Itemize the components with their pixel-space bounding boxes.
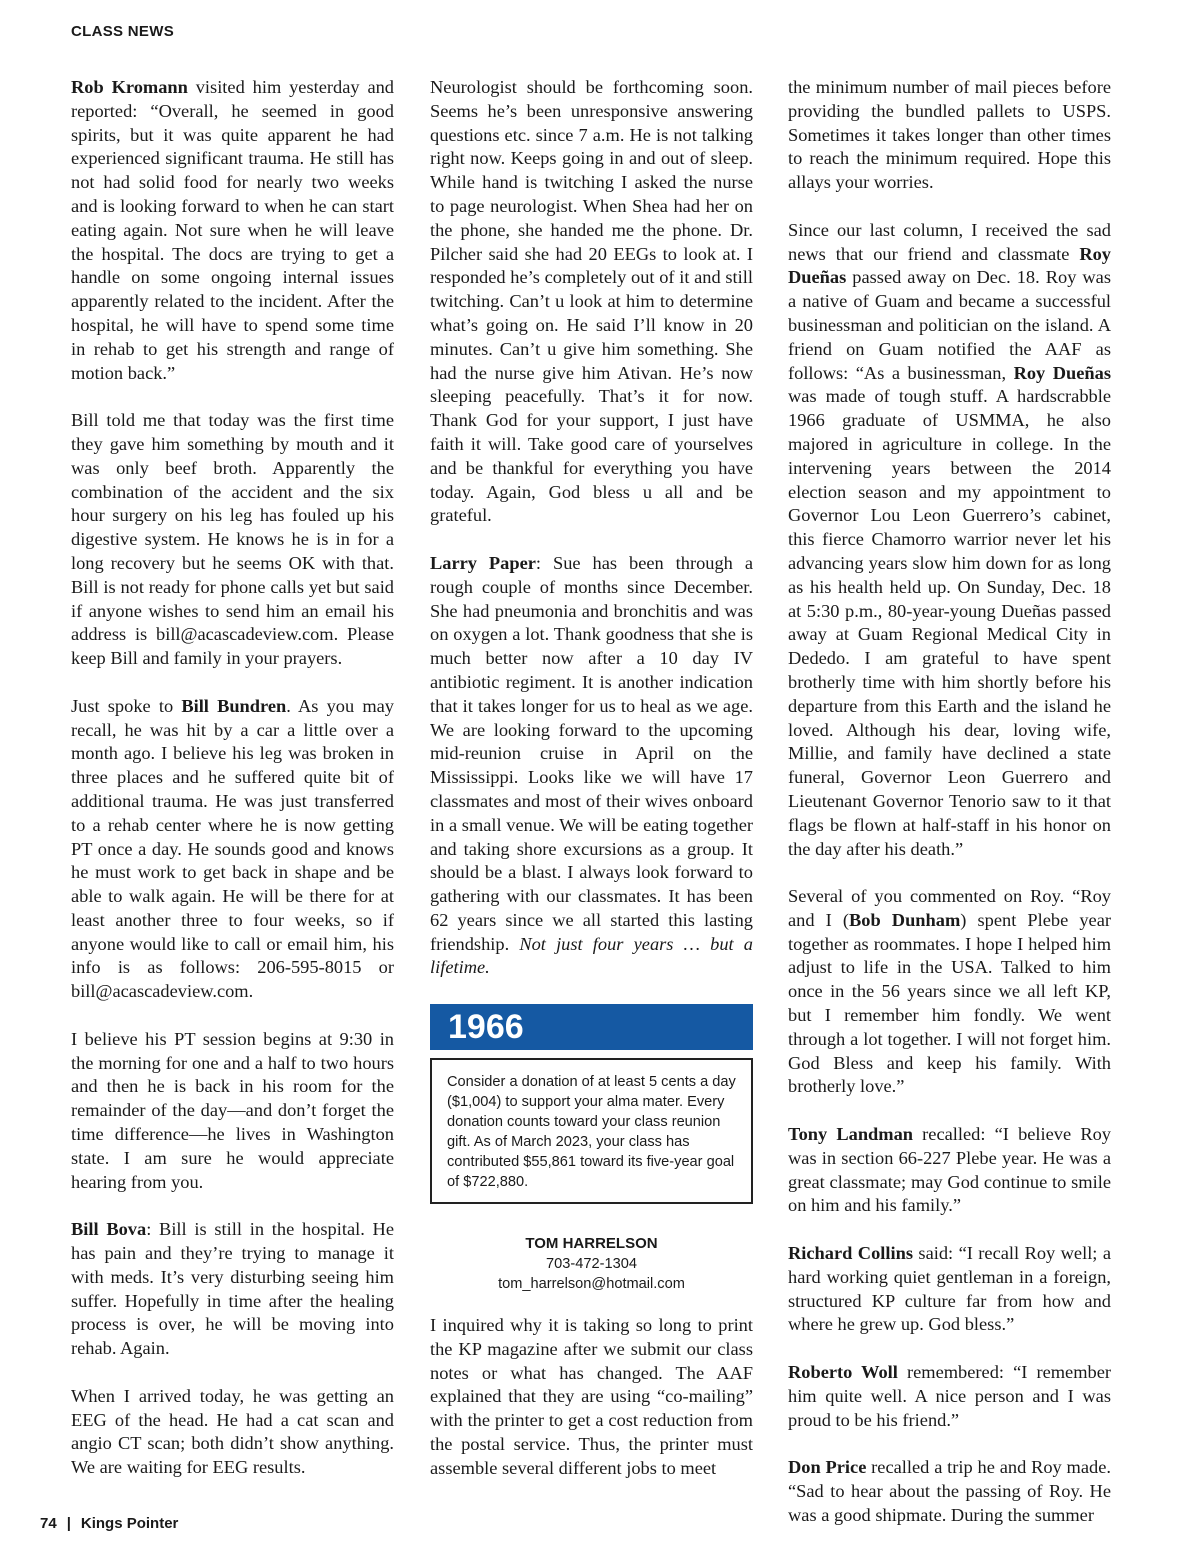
paragraph [788, 219, 1111, 862]
class-year-banner: 1966 [430, 1004, 753, 1050]
page-footer [40, 1515, 178, 1532]
column-2 [430, 76, 753, 1504]
paragraph [788, 1361, 1111, 1432]
paragraph [430, 552, 753, 980]
paragraph-text: visited him yesterday and reported: “Overall, he seemed in good spirits, but it was quite apparent he had experienced significant trauma. He still has not had solid food for nearly two weeks and is looking forward to when he can start eating again. Not sure when he will leave the hospital. The docs are trying to get a handle on some ongoing internal issues apparently related to the incident. After the hospital, he will have to spend some time in rehab to get his strength and range of motion back.” [71, 77, 394, 383]
paragraph [71, 76, 394, 385]
paragraph [71, 1218, 394, 1361]
page-number: 74 [40, 1515, 57, 1532]
paragraph: Bill told me that today was the first time they gave him something by mouth and it was only beef broth. Apparently the combination of the accident and the six hour surgery on his leg has fouled up his digestive system. He knows he is in for a long recovery but he seems OK with that. Bill is not ready for phone calls yet but said if anyone wishes to send him an email his address is bill@acascadeview.com. Please keep Bill and family in your prayers. [71, 410, 394, 669]
person-name: Bob Dunham [849, 909, 961, 930]
paragraph-text: said: “I recall Roy well; a hard working quiet gentleman in a foreign, structured KP culture far from how and where he grew up. God bless.” [788, 1243, 1112, 1335]
paragraph: I inquired why it is taking so long to print the KP magazine after we submit our class notes or what has changed. The AAF explained that they are using “co-mailing” with the printer to get a cost reduction from the postal service. Thus, the printer must assemble several different jobs to meet [430, 1315, 753, 1478]
paragraph: the minimum number of mail pieces before providing the bundled pallets to USPS. Sometimes it takes longer than other times to reach the minimum required. Hope this allays your worries. [788, 77, 1111, 193]
paragraph: When I arrived today, he was getting an EEG of the head. He had a cat scan and angio CT scan; both didn’t show anything. We are waiting for EEG results. [71, 1385, 394, 1478]
paragraph-text: Since our last column, I received the sad news that our friend and classmate [788, 219, 1111, 264]
paragraph: Neurologist should be forthcoming soon. Seems he’s been unresponsive answering questions etc. since 7 a.m. He is not talking right now. Keeps going in and out of sleep. While hand is twitching I asked the nurse to page neurologist. When Shea had her on the phone, she handed me the phone. Dr. Pilcher said she had 20 EEGs to look at. I responded he’s completely out of it and still twitching. Can’t u look at him to determine what’s going on. He said I’ll know in 20 minutes. Can’t u give him something. She had the nurse give him Ativan. He’s now sleeping peacefully. That’s it for now. Thank God for your support, I just have faith it will. Take good care of yourselves and be thankful for everything you have today. Again, God bless u all and be grateful. [430, 77, 753, 526]
paragraph-text: ) spent Plebe year together as roommates. I hope I helped him adjust to life in the USA. Talked to him once in the 56 years since we all left KP, but I remember him fondly. We went through a lot together. I will not forget him. God Bless and keep his family. With brotherly love.” [788, 909, 1111, 1097]
paragraph [788, 1123, 1111, 1218]
paragraph [788, 1456, 1111, 1527]
paragraph-text: Several of you commented on Roy. “Roy and I ( [788, 886, 1111, 930]
person-name: Tony Landman [788, 1124, 914, 1145]
paragraph: I believe his PT session begins at 9:30 in the morning for one and a half to two hours and then he is back in his room for the remainder of the day—and don’t forget the time difference—he lives in Washington state. I am sure he would appreciate hearing from you. [71, 1028, 394, 1192]
publication-name: Kings Pointer [80, 1515, 179, 1532]
person-name: Bill Bundren [181, 695, 287, 716]
person-name: Rob Kromann [71, 77, 188, 97]
paragraph-text: recalled a trip he and Roy made. “Sad to hear about the passing of Roy. He was a good shipmate. During the summer [788, 1457, 1111, 1525]
paragraph-text: . As you may recall, he was hit by a car a little over a month ago. I believe his leg was broken in three places and he suffered quite bit of additional trauma. He was just transferred to a rehab center where he is now getting PT once a day. He sounds good and knows he must work to get back in shape and be able to walk again. He will be there for at least another three to four weeks, so if anyone would like to call or email him, his info is as follows: 206-595-8015 or bill@acascadeview.com. [71, 695, 394, 1002]
paragraph-text: recalled: “I believe Roy was in section 66-227 Plebe year. He was a great classmate; may God continue to smile on him and his family.” [788, 1124, 1111, 1216]
column-3 [788, 76, 1111, 1551]
column-1 [71, 76, 394, 1504]
paragraph-text: : Sue has been through a rough couple of months since December. She had pneumonia and bronchitis and was on oxygen a lot. Thank goodness that she is much better now after a 10 day IV antibiotic regiment. It is another indication that it takes longer for us to heal as we age. We are looking forward to the upcoming mid-reunion cruise in April on the Mississippi. Looks like we will have 17 classmates and most of their wives onboard in a small venue. We will be eating together and taking shore excursions as a group. It should be a blast. I always look forward to gathering with our classmates. It has been 62 years since we all started this lasting friendship. [430, 552, 753, 954]
person-name: Roy Dueñas [1013, 362, 1111, 383]
paragraph [788, 885, 1111, 1099]
contact-phone: 703-472-1304 [546, 1256, 637, 1273]
paragraph-text: was made of tough stuff. A hardscrabble 1966 graduate of USMMA, he also majored in agriculture in college. In the intervening years between the 2014 election season and my appointment to Governor Lou Leon Guerrero’s cabinet, this fierce Chamorro warrior never let his advancing years slow him down for as long as his health held up. On Sunday, Dec. 18 at 5:30 p.m., 80-year-young Dueñas passed away at Guam Regional Medical City in Dededo. I am grateful to have spent brotherly time with him shortly before his departure from this Earth and the island he loved. Although his dear, loving wife, Millie, and family have declined a state funeral, Governor Leon Guerrero and Lieutenant Governor Tenorio saw to it that flags be flown at half-staff in his honor on the day after his death.” [788, 386, 1111, 859]
contact-name: TOM HARRELSON [525, 1235, 658, 1253]
paragraph [788, 1242, 1111, 1337]
paragraph-text: remembered: “I remember him quite well. A nice person and I was proud to be his friend.” [788, 1362, 1112, 1430]
italic-motto: Not just four years … but a lifetime. [430, 933, 753, 978]
person-name: Larry Paper [430, 552, 536, 573]
paragraph-text: Just spoke to [71, 695, 182, 716]
person-name: Roy Dueñas [788, 243, 1111, 288]
class-contact [430, 1234, 753, 1294]
contact-email[interactable]: tom_harrelson@hotmail.com [498, 1276, 685, 1293]
person-name: Don Price [788, 1457, 867, 1478]
person-name: Richard Collins [788, 1243, 913, 1264]
person-name: Bill Bova [71, 1219, 147, 1240]
footer-separator: | [66, 1515, 71, 1532]
paragraph [71, 695, 394, 1004]
paragraph-text: passed away on Dec. 18. Roy was a native of Guam and became a successful businessman and politician on the island. A friend on Guam notified the AAF as follows: “As a businessman, [788, 267, 1111, 383]
section-label: CLASS NEWS [71, 23, 175, 40]
person-name: Roberto Woll [788, 1362, 898, 1383]
donation-box: Consider a donation of at least 5 cents a day ($1,004) to support your alma mater. Every donation counts toward your class reunion gift. As of March 2023, your class has contributed $55,861 toward its five-year goal of $722,880. [430, 1058, 753, 1204]
paragraph-text: : Bill is still in the hospital. He has pain and they’re trying to manage it with meds. It’s very disturbing seeing him suffer. Hopefully in time after the healing process is over, he will be moving into rehab. Again. [71, 1219, 394, 1359]
